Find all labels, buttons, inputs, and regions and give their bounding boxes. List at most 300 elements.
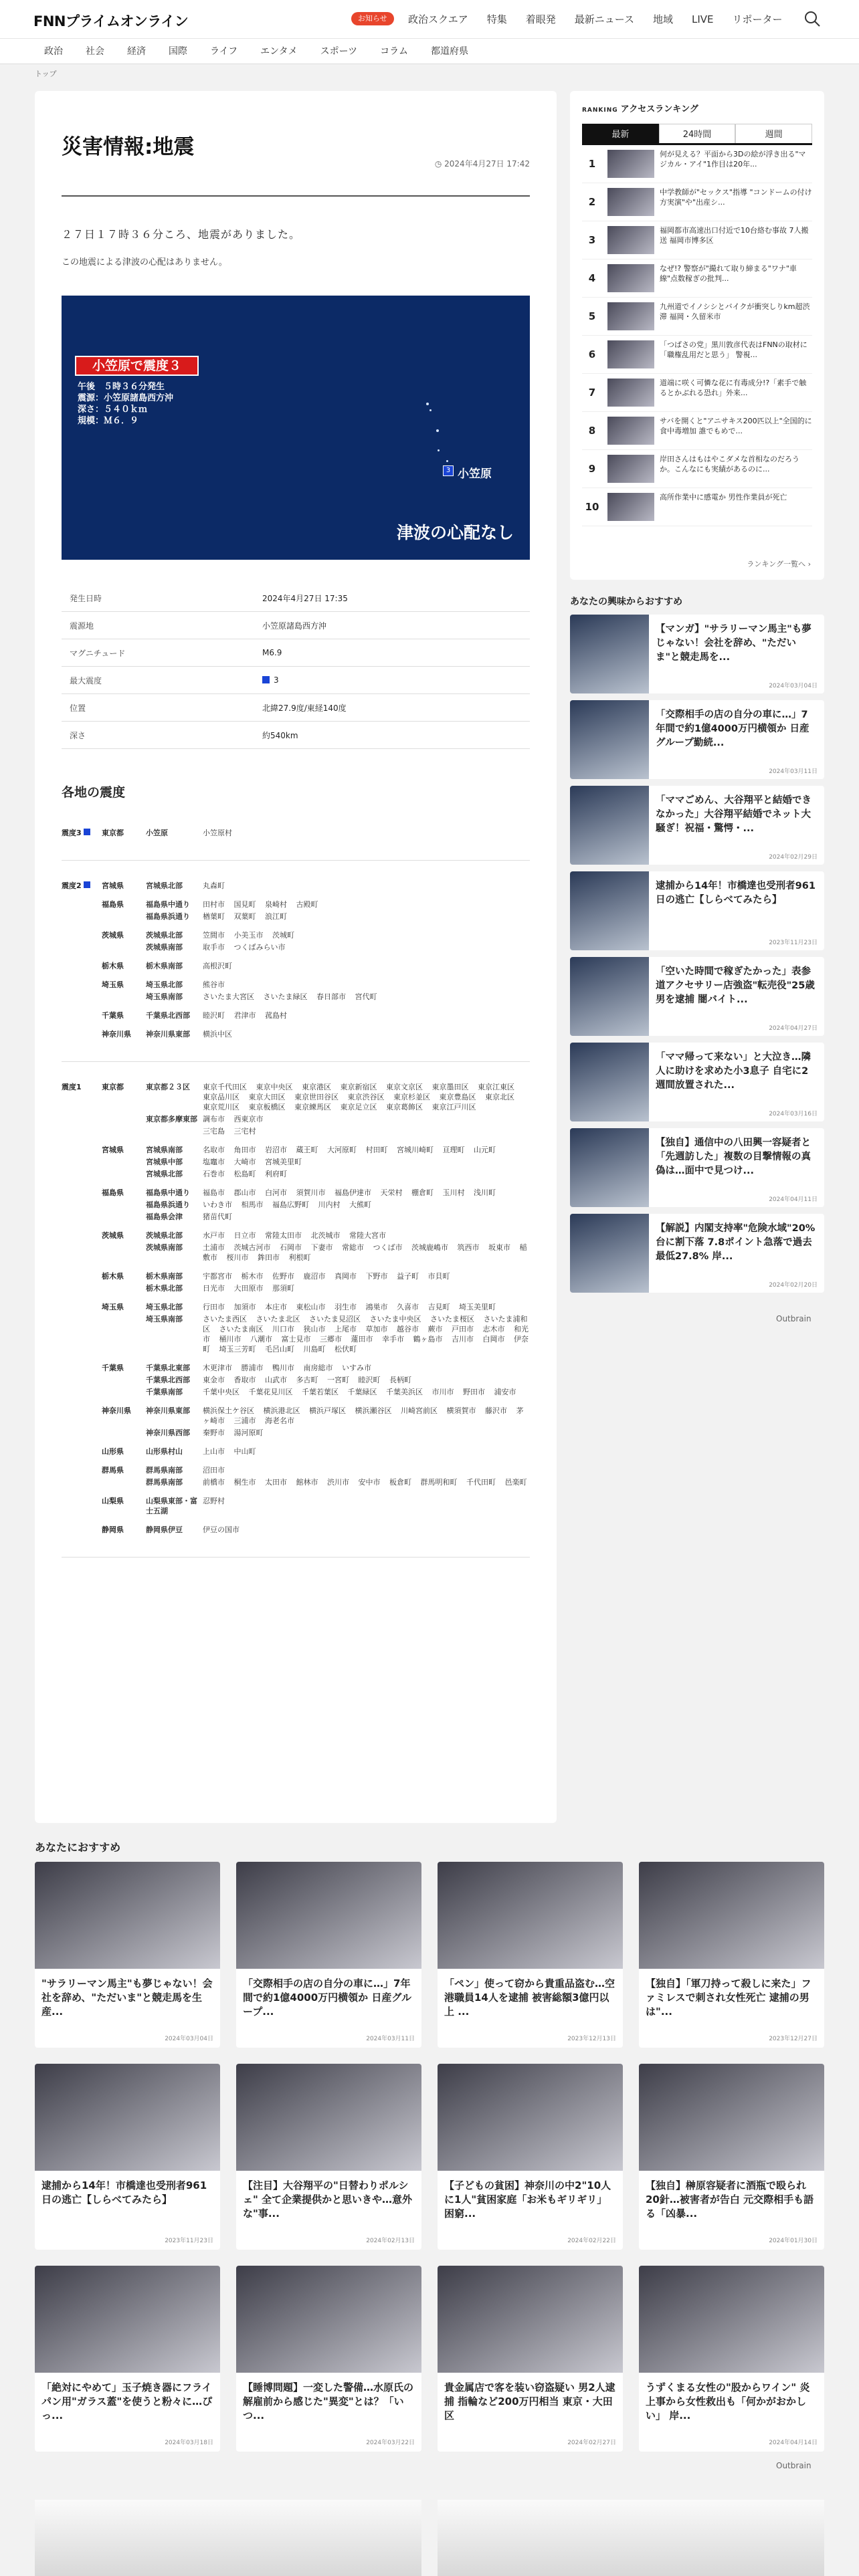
prefecture-name: 千葉県 [102, 1011, 124, 1020]
ranking-item[interactable] [582, 336, 812, 374]
category-nav [0, 39, 859, 64]
prefecture-name: 東京都 [102, 1083, 124, 1091]
area-name: 山梨県東部・富士五湖 [146, 1497, 197, 1515]
area-row [146, 1126, 530, 1136]
card-thumbnail[interactable] [438, 1862, 623, 1969]
area-row [146, 980, 530, 990]
card-title[interactable]: 「ペン」使って窃から貴重品盗む…空港職員14人を逮捕 被害総額3億円以上 ... [444, 1977, 615, 2018]
area-cities: 東金市 香取市 山武市 多古町 一宮町 睦沢町 長柄町 [203, 1376, 411, 1384]
recommend-thumbnail[interactable] [570, 871, 649, 950]
area-cities: さいたま西区 さいたま北区 さいたま見沼区 さいたま中央区 さいたま桜区 さいたま浦和区 さいたま南区 川口市 狭山市 上尾市 草加市 越谷市 蕨市 戸田市 志木市 和光市 桶川市 八潮市 富士見市 三郷市 蓮田市 幸手市 鶴ヶ島市 吉川市 白岡市 伊奈町 埼玉三芳町 毛呂山町 川島町 松伏町 [203, 1315, 529, 1354]
card-date: 2024年02月27日 [567, 2440, 616, 2446]
recommend-side-item[interactable] [570, 1214, 824, 1293]
prefecture-list [102, 1082, 530, 1543]
card-date: 2023年12月27日 [769, 2036, 818, 2042]
recommend-thumbnail[interactable] [570, 1214, 649, 1293]
prefecture-row [102, 1010, 530, 1023]
area-list [146, 1406, 530, 1440]
area-row [146, 899, 530, 909]
area-cities: 上山市 中山町 [203, 1447, 256, 1456]
area-row [146, 1212, 530, 1222]
intensity-label-text: 震度 [62, 829, 76, 837]
card-thumbnail[interactable] [35, 2064, 220, 2171]
recommend-text [649, 1128, 824, 1207]
map-info-line: 深さ：５４０ｋｍ [78, 405, 148, 415]
recommend-title[interactable]: 「ママごめん、大谷翔平と結婚できなかった」大谷翔平結婚でネット大騒ぎ！祝福・驚愕・... [656, 795, 812, 834]
area-cities: 名取市 角田市 岩沼市 蔵王町 大河原町 村田町 宮城川崎町 亘理町 山元町 [203, 1146, 496, 1154]
area-name: 千葉県北西部 [146, 1376, 190, 1384]
ranking-title[interactable]: なぜ!? 警察が"撮れて取り締まる"ワナ"車線"点数稼ぎの批判... [660, 263, 797, 283]
island-dot [436, 429, 439, 432]
prefecture-name: 福島県 [102, 1188, 124, 1197]
tsunami-note: この地震による津波の心配はありません。 [62, 257, 227, 267]
category-international[interactable]: 国際 [169, 46, 187, 57]
card-thumbnail[interactable] [438, 2266, 623, 2373]
area-name: 福島県浜通り [146, 912, 190, 921]
card-title[interactable]: 【独自】榊原容疑者に酒瓶で殴られ20針…被害者が告白 元交際相手も語る「凶暴... [646, 2179, 814, 2220]
bottom-image[interactable] [438, 2500, 824, 2576]
ranking-thumbnail[interactable] [607, 302, 654, 330]
category-life[interactable]: ライフ [210, 46, 238, 57]
recommend-card[interactable] [639, 2064, 824, 2250]
recommend-thumbnail[interactable] [570, 700, 649, 779]
info-row-magnitude [62, 639, 530, 667]
area-row [146, 1230, 530, 1241]
area-row [146, 1477, 530, 1487]
category-economy[interactable]: 経済 [127, 46, 146, 57]
info-row-depth [62, 722, 530, 749]
prefecture-name: 宮城県 [102, 881, 124, 890]
area-row [146, 930, 530, 940]
card-thumbnail[interactable] [639, 2064, 824, 2171]
bottom-images [35, 2500, 824, 2576]
card-date: 2024年03月18日 [165, 2440, 213, 2446]
intensity-square-icon [84, 829, 90, 835]
ranking-number: 3 [588, 234, 596, 246]
area-list [146, 1465, 530, 1489]
ranking-title[interactable]: 「つばさの党」黒川敦彦代表はFNNの取材に「職権乱用だと思う」 警視... [660, 340, 807, 359]
recommend-card[interactable] [236, 1862, 421, 2048]
area-row [146, 1496, 530, 1516]
lead-text: ２７日１７時３６分ころ、地震がありました。 [62, 228, 301, 241]
recommend-date: 2024年02月29日 [769, 854, 818, 861]
recommend-thumbnail[interactable] [570, 615, 649, 693]
card-title[interactable]: 貴金属店で客を装い窃盗疑い 男2人逮捕 指輪など200万円相当 東京・大田区 [444, 2381, 615, 2422]
info-row-time [62, 584, 530, 612]
card-date: 2023年11月23日 [165, 2238, 213, 2244]
recommend-date: 2024年04月11日 [769, 1196, 818, 1203]
ranking-title[interactable]: 何が見える？平面から3Dの絵が浮き出る"マジカル・アイ"1作目は20年... [660, 149, 806, 169]
area-name: 千葉県北西部 [146, 1011, 190, 1020]
card-thumbnail[interactable] [35, 2266, 220, 2373]
card-title[interactable]: "サラリーマン馬主"も夢じゃない！会社を辞め、"ただいま"と競走馬を生産... [41, 1977, 213, 2018]
area-cities: 忍野村 [203, 1497, 225, 1505]
card-title[interactable]: 「絶対にやめて」玉子焼き器にフライパン用"ガラス蓋"を使うと粉々に…ぴっ... [41, 2381, 213, 2422]
intensity-label-num: 2 [76, 881, 82, 890]
area-name: 小笠原 [146, 829, 168, 837]
ranking-title[interactable]: 高所作業中に感電か 男性作業員が死亡 [660, 492, 787, 502]
area-list [146, 881, 530, 893]
recommend-thumbnail[interactable] [570, 786, 649, 865]
ranking-thumbnail[interactable] [607, 264, 654, 292]
area-list [146, 1363, 530, 1399]
ranking-item[interactable] [582, 259, 812, 298]
card-title[interactable]: うずくまる女性の"股からワイン" 炎上事から女性救出も「何かがおかしい」 岸... [646, 2381, 810, 2422]
intensity-level-label [62, 1082, 102, 1543]
card-title[interactable]: 【独自】「軍刀持って殺しに来た」ファミレスで刺され女性死亡 逮捕の男は"... [646, 1977, 812, 2018]
area-name: 宮城県中部 [146, 1158, 183, 1166]
ranking-title[interactable]: 中学教師が"セックス"指導 "コンドームの付け方実演"や"出産シ... [660, 187, 812, 207]
prefecture-list [102, 828, 530, 847]
tab-weekly[interactable]: 週間 [735, 124, 812, 143]
info-key: 最大震度 [70, 675, 102, 685]
prefecture-row [102, 1446, 530, 1459]
ranking-number: 6 [588, 348, 596, 360]
prefecture-name: 宮城県 [102, 1146, 124, 1154]
intensity-level-label [62, 828, 102, 847]
ranking-more-link[interactable] [747, 558, 811, 569]
recommend-side-item[interactable] [570, 871, 824, 950]
area-row [146, 1271, 530, 1281]
area-row [146, 1082, 530, 1112]
area-name: 神奈川県西部 [146, 1428, 190, 1437]
breadcrumb[interactable]: トップ [35, 70, 57, 78]
recommend-title[interactable]: 【マンガ】"サラリーマン馬主"も夢じゃない！会社を辞め、"ただいま"と競走馬を... [656, 624, 812, 663]
area-row [146, 1446, 530, 1457]
prefecture-row [102, 828, 530, 840]
area-cities: 行田市 加須市 本庄市 東松山市 羽生市 鴻巣市 久喜市 吉見町 埼玉美里町 [203, 1303, 496, 1311]
site-logo[interactable]: FNNプライムオンライン [33, 13, 189, 29]
map-info [78, 381, 173, 427]
area-name: 埼玉県北部 [146, 1303, 183, 1311]
recommend-thumbnail[interactable] [570, 1043, 649, 1121]
ranking-thumbnail[interactable] [607, 150, 654, 178]
info-key: 深さ [70, 730, 86, 740]
info-row-max-intensity [62, 667, 530, 694]
area-cities: 石巻市 松島町 利府町 [203, 1170, 287, 1178]
map-title: 小笠原で震度３ [75, 356, 199, 376]
ranking-thumbnail[interactable] [607, 493, 654, 521]
recommend-text [649, 871, 824, 950]
category-entertainment[interactable]: エンタメ [260, 46, 298, 57]
ranking-label: アクセスランキング [620, 104, 698, 114]
prefecture-name: 埼玉県 [102, 1303, 124, 1311]
recommend-title[interactable]: 【解説】内閣支持率"危険水域"20%台に割下落 7.8ポイント急落で過去最低27.8% 岸... [656, 1223, 816, 1262]
area-name: 埼玉県北部 [146, 980, 183, 989]
info-key: 震源地 [70, 621, 94, 631]
island-dot [426, 403, 429, 405]
notice-badge[interactable]: お知らせ [351, 12, 394, 25]
ranking-item[interactable] [582, 221, 812, 259]
island-dot [438, 449, 440, 451]
recommend-card[interactable] [438, 2266, 623, 2452]
area-name: 栃木県南部 [146, 962, 183, 970]
recommend-side-item[interactable] [570, 1128, 824, 1207]
area-name: 茨城県南部 [146, 943, 183, 952]
prefecture-row [102, 1465, 530, 1489]
area-name: 山形県村山 [146, 1447, 183, 1456]
ranking-title[interactable]: 福岡都市高速出口付近で10台絡む事故 7人搬送 福岡市博多区 [660, 225, 809, 245]
area-list [146, 1525, 530, 1537]
area-name: 神奈川県東部 [146, 1030, 190, 1039]
area-cities: 楢葉町 双葉町 浪江町 [203, 912, 287, 921]
category-sports[interactable]: スポーツ [320, 46, 358, 57]
card-title[interactable]: 逮捕から14年！市橋達也受刑者961日の逃亡【しらべてみたら】 [41, 2179, 207, 2206]
ranking-item[interactable] [582, 374, 812, 412]
bottom-image[interactable] [35, 2500, 421, 2576]
area-list [146, 1029, 530, 1041]
map-info-line: 規模：Ｍ６．９ [78, 416, 139, 426]
page-title: 災害情報:地震 [62, 135, 195, 159]
ranking-thumbnail[interactable] [607, 340, 654, 368]
card-title[interactable]: 【睡博問題】一変した警備…水原氏の解雇前から感じた"異変"とは？「いつ... [243, 2381, 414, 2422]
area-name: 茨城県北部 [146, 1231, 183, 1240]
category-column[interactable]: コラム [380, 46, 408, 57]
prefecture-row [102, 1230, 530, 1265]
recommend-title[interactable]: 「空いた時間で稼ぎたかった」表参道アクセサリー店強盗"転売役"25歳男を逮捕 闇バイト... [656, 966, 815, 1005]
prefecture-name: 栃木県 [102, 1272, 124, 1281]
ranking-label-small: RANKING [582, 107, 618, 114]
card-thumbnail[interactable] [236, 2266, 421, 2373]
recommend-card[interactable] [236, 2266, 421, 2452]
intensity-level [62, 874, 530, 1062]
area-cities: 日光市 大田原市 那須町 [203, 1284, 294, 1293]
recommend-card[interactable] [639, 2266, 824, 2452]
tab-24h[interactable]: 24時間 [659, 124, 736, 143]
recommend-side-heading: あなたの興味からおすすめ [570, 597, 683, 607]
prefecture-row [102, 1082, 530, 1138]
area-cities: 丸森町 [203, 881, 225, 890]
nav-item-features[interactable]: 特集 [486, 13, 507, 25]
outbrain-logo[interactable]: Outbrain [776, 1314, 812, 1323]
nav-item-politics[interactable]: 政治スクエア [408, 13, 468, 25]
prefecture-row [102, 1188, 530, 1224]
recommend-card[interactable] [35, 2064, 220, 2250]
category-prefectures[interactable]: 都道府県 [430, 46, 468, 57]
prefecture-row [102, 881, 530, 893]
area-row [146, 961, 530, 971]
recommend-title[interactable]: 「交際相手の店の自分の車に…」7年間で約1億4000万円横領か 日産グループ勤続... [656, 710, 809, 748]
area-list [146, 1188, 530, 1224]
card-title[interactable]: 【注目】大谷翔平の"日替わりポルシェ" 全て企業提供かと思いきや…意外な"事... [243, 2179, 413, 2220]
recommend-side-item[interactable] [570, 700, 824, 779]
category-politics[interactable]: 政治 [44, 46, 63, 57]
area-list [146, 1082, 530, 1138]
area-name: 宮城県北部 [146, 1170, 183, 1178]
area-name: 群馬県南部 [146, 1478, 183, 1487]
map-place-label: 小笠原 [458, 467, 492, 481]
card-title[interactable]: 【子どもの貧困】神奈川の中2"10人に1人"貧困家庭「お米もギリギリ」困窮... [444, 2179, 611, 2220]
recommend-card[interactable] [639, 1862, 824, 2048]
recommend-date: 2024年02月20日 [769, 1282, 818, 1289]
nav-item-chakuganhatsu[interactable]: 着眼発 [525, 13, 556, 25]
recommend-side-list [570, 615, 824, 1293]
recommend-date: 2024年04月27日 [769, 1025, 818, 1032]
ranking-number: 4 [588, 272, 596, 284]
info-value: 小笠原諸島西方沖 [262, 621, 327, 631]
prefecture-row [102, 1525, 530, 1537]
prefecture-name: 福島県 [102, 900, 124, 909]
area-cities: 横浜中区 [203, 1030, 232, 1039]
recommend-title[interactable]: 逮捕から14年！市橋達也受刑者961日の逃亡【しらべてみたら】 [656, 881, 816, 905]
card-date: 2024年01月30日 [769, 2238, 818, 2244]
prefecture-name: 茨城県 [102, 931, 124, 940]
area-name: 埼玉県南部 [146, 1315, 183, 1323]
clock-icon: ◷ [434, 159, 445, 169]
recommend-side-item[interactable] [570, 615, 824, 693]
card-thumbnail[interactable] [236, 2064, 421, 2171]
nav-item-reporter[interactable]: リポーター [732, 13, 783, 25]
ranking-box [570, 91, 824, 580]
recommend-text [649, 615, 824, 693]
ranking-thumbnail[interactable] [607, 379, 654, 407]
ranking-list [582, 145, 812, 526]
area-cities: 伊豆の国市 [203, 1525, 240, 1534]
prefecture-name: 静岡県 [102, 1525, 124, 1534]
area-name: 栃木県南部 [146, 1272, 183, 1281]
recommend-card[interactable] [438, 2064, 623, 2250]
area-row [146, 1145, 530, 1155]
island-dot [430, 409, 432, 411]
area-row [146, 1169, 530, 1179]
card-thumbnail[interactable] [236, 1862, 421, 1969]
area-row [146, 911, 530, 922]
nav-item-region[interactable]: 地域 [653, 13, 674, 25]
intensity-square-icon [84, 881, 90, 888]
recommend-thumbnail[interactable] [570, 957, 649, 1036]
intensity-label-text: 震度 [62, 881, 76, 890]
recommend-text [649, 786, 824, 865]
ranking-title[interactable]: 岸田さんはもはやこダメな首相なのだろうか。こんなにも実績があるのに... [660, 454, 799, 473]
top-nav [408, 12, 783, 27]
area-cities: 横浜保土ケ谷区 横浜港北区 横浜戸塚区 横浜瀬谷区 川崎宮前区 横須賀市 藤沢市 茅ヶ崎市 三浦市 海老名市 [203, 1406, 524, 1425]
area-list [146, 1446, 530, 1459]
intensity-badge: 3 [443, 465, 454, 476]
ranking-thumbnail[interactable] [607, 455, 654, 483]
search-icon[interactable] [803, 9, 822, 28]
area-list [146, 1230, 530, 1265]
recommend-card[interactable] [35, 2266, 220, 2452]
recommend-date: 2023年11月23日 [769, 940, 818, 946]
publish-date [435, 158, 530, 169]
area-name: 東京都２３区 [146, 1083, 190, 1091]
tab-latest[interactable]: 最新 [582, 124, 659, 143]
area-row [146, 1375, 530, 1385]
intensity-square-icon [262, 676, 270, 683]
prefecture-row [102, 899, 530, 924]
info-value: 北緯27.9度/東経140度 [262, 703, 347, 713]
area-list [146, 1145, 530, 1181]
recommend-side-item[interactable] [570, 957, 824, 1036]
ranking-thumbnail[interactable] [607, 417, 654, 445]
info-key: マグニチュード [70, 648, 126, 658]
area-row [146, 1428, 530, 1438]
card-thumbnail[interactable] [438, 2064, 623, 2171]
area-cities: 熊谷市 [203, 980, 225, 989]
area-cities: 土浦市 茨城古河市 石岡市 下妻市 常総市 つくば市 茨城鹿嶋市 筑西市 坂東市 稲敷市 桜川市 鉾田市 利根町 [203, 1243, 527, 1262]
prefecture-name: 神奈川県 [102, 1030, 131, 1039]
ranking-number: 8 [588, 425, 596, 437]
ranking-heading [582, 91, 812, 114]
info-value: 3 [274, 675, 279, 685]
island-dot [446, 460, 448, 462]
area-cities: 塩竈市 大崎市 宮城美里町 [203, 1158, 302, 1166]
recommend-card[interactable] [236, 2064, 421, 2250]
card-thumbnail[interactable] [639, 2266, 824, 2373]
recommend-card[interactable] [438, 1862, 623, 2048]
intensity-heading: 各地の震度 [62, 785, 126, 800]
recommend-card[interactable] [35, 1862, 220, 2048]
intensity-level [62, 1075, 530, 1558]
area-name: 福島県中通り [146, 1188, 190, 1197]
ranking-item[interactable] [582, 298, 812, 336]
ranking-item[interactable] [582, 412, 812, 450]
recommend-title[interactable]: 「ママ帰って来ない」と大泣き…隣人に助けを求めた小3息子 自宅に2週間放置された... [656, 1052, 811, 1091]
recommend-side-item[interactable] [570, 786, 824, 865]
area-cities: 秦野市 湯河原町 [203, 1428, 264, 1437]
article [35, 91, 557, 1823]
prefecture-name: 茨城県 [102, 1231, 124, 1240]
ranking-thumbnail[interactable] [607, 226, 654, 254]
card-date: 2023年12月13日 [567, 2036, 616, 2042]
ranking-item[interactable] [582, 183, 812, 221]
area-list [146, 930, 530, 954]
recommend-grid [35, 1862, 824, 2452]
recommend-bottom-heading: あなたにおすすめ [35, 1841, 121, 1854]
info-value: M6.9 [262, 648, 282, 657]
ranking-title[interactable]: 九州道でイノシシとバイクが衝突しりkm超渋滞 福岡・久留米市 [660, 302, 810, 321]
ranking-title[interactable]: サバを開くと"アニサキス200匹以上"全国的に食中毒増加 誰でもめで... [660, 416, 812, 435]
nav-item-live[interactable]: LIVE [692, 13, 714, 25]
area-row [146, 1525, 530, 1535]
area-row [146, 1465, 530, 1475]
info-row-position [62, 694, 530, 722]
prefecture-row [102, 1302, 530, 1356]
ranking-title[interactable]: 道端に咲く可憐な花に有毒成分!?「素手で触るとかぶれる恐れ」外来... [660, 378, 807, 397]
recommend-title[interactable]: 【独自】通信中の八田興一容疑者と「先週訪した」複数の目撃情報の真偽は…面中で見つけ... [656, 1138, 811, 1176]
info-row-epicenter [62, 612, 530, 639]
card-thumbnail[interactable] [35, 1862, 220, 1969]
ranking-more-text[interactable]: ランキング一覧へ [747, 560, 806, 568]
card-thumbnail[interactable] [639, 1862, 824, 1969]
intensity-level [62, 821, 530, 861]
area-cities: 取手市 つくばみらい市 [203, 943, 286, 952]
ranking-item[interactable] [582, 145, 812, 183]
ranking-number: 7 [588, 387, 596, 399]
area-name: 福島県会津 [146, 1212, 183, 1221]
ranking-item[interactable] [582, 450, 812, 488]
outbrain-logo[interactable]: Outbrain [776, 2461, 812, 2470]
recommend-side-item[interactable] [570, 1043, 824, 1121]
area-row [146, 1406, 530, 1426]
intensity-list [62, 821, 530, 1571]
area-row [146, 1243, 530, 1263]
card-title[interactable]: 「交際相手の店の自分の車に…」7年間で約1億4000万円横領か 日産グループ... [243, 1977, 411, 2018]
prefecture-row [102, 1363, 530, 1399]
category-society[interactable]: 社会 [86, 46, 104, 57]
nav-item-latest-news[interactable]: 最新ニュース [574, 13, 634, 25]
area-row [146, 881, 530, 891]
ranking-item[interactable] [582, 488, 812, 526]
ranking-thumbnail[interactable] [607, 188, 654, 216]
recommend-thumbnail[interactable] [570, 1128, 649, 1207]
area-cities: 三宅島 三宅村 [203, 1127, 256, 1136]
info-value-wrap [262, 675, 279, 685]
info-key: 発生日時 [70, 593, 102, 603]
sidebar [570, 91, 824, 1293]
title-divider [62, 195, 530, 197]
info-key: 位置 [70, 703, 86, 713]
